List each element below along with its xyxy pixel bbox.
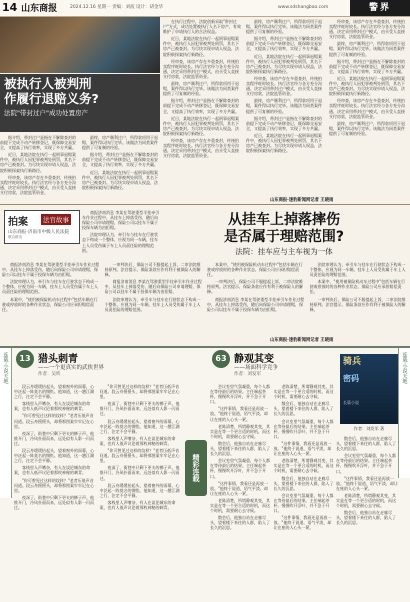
article1-byline: 山东商报·速豹新闻网记者 王晓雨: [270, 198, 334, 203]
column-brand-logo: [4, 210, 80, 244]
story2-subtitle: ——场面科学竞争: [234, 365, 279, 371]
story2-paragraph: 会议室里气氛凝重，每个人都在等待最后的结果。主任端起茶杯，慢慢吹开浮叶，并不急于开口。: [273, 492, 334, 514]
article1-paragraph: 据介绍，带封过户是指在不解除查封的前提下完成不动产转移登记，既保障交易安全，又提高了执行效率，实现了多方共赢。: [246, 36, 322, 52]
article1-subheadline: 法院"带封过户"成功处置房产: [4, 109, 88, 117]
article2-col-1: [2, 262, 101, 342]
story1-paragraph: 段云舟缓缓抬起头，望着窗外的雨幕，心中泛起一阵莫名的惆怅。他知道，这一趟江湖之行，注定不会平静。: [99, 482, 180, 498]
story1-paragraph: "你可曾见过这样的纹样？"老者压低声音问道。段云舟摇摇头，却将那图案牢牢记在心里。: [99, 448, 180, 464]
section-divider: [0, 204, 410, 205]
story2-paragraph: 散会后，他独自站在走廊尽头，望着楼下来往的人群，陷入了长久的沉思。: [210, 515, 270, 531]
article1-col-2: [246, 19, 325, 202]
article1-paragraph: 经审查，该房产存在多重查封，传统拍卖程序耗时较长。执行法官经与各方充分沟通，决定采用带封过户模式，由买受人直接支付房款，法院监管资金。: [246, 75, 322, 97]
article2-headline-line1: 从挂车上掉落摔伤: [228, 212, 340, 228]
article1-paragraph: 据介绍，带封过户是指在不解除查封的前提下完成不动产转移登记，既保障交易安全，又提高了执行效率，实现了多方共赢。: [82, 152, 158, 168]
story2-paragraph: 散会后，他独自站在走廊尽头，望着楼下来往的人群，陷入了长久的沉思。: [336, 436, 396, 452]
story2-col-2: [274, 384, 335, 598]
serial-right-label: 连载·小说天地: [398, 348, 410, 478]
story2-paragraph: 会议室里气氛凝重，每个人都在等待最后的结果。主任端起茶杯，慢慢吹开浮叶，并不急于开口。: [273, 418, 334, 439]
masthead-url: www.sdshangbao.com: [278, 5, 329, 10]
story1-title: 猎头刺青: [38, 354, 78, 365]
book-title-2: 密码: [343, 374, 359, 383]
article1-paragraph: 最终，房产顺利过户，所得款项用于退赔，案件得以执行完毕。该做法为同类案件提供了可复制的经验。: [163, 81, 239, 97]
story1-paragraph: 客栈里人声嘈杂，有人在谈论城东的命案，也有人低声议论着那枚神秘的刺青。: [99, 499, 176, 510]
article2-lead-column: [82, 210, 160, 260]
article2-paragraph: 本案中，"使用被保险机动车过程中"包括车辆在行驶或停放时的各种作业状态，保险公司应承担赔偿责任。: [309, 279, 406, 295]
serial-left-label: 连载·小说天地: [0, 348, 12, 498]
story1-columns: [14, 384, 182, 598]
article2-paragraph: 商报济南消息 李某在驾驶重型半挂牵引车作业过程中，从挂车上掉落受伤，随后向保险公司申请理赔，保险公司以挂车不属于投保车辆为由拒赔。: [82, 210, 160, 231]
article1-paragraph: 经审查，该房产存在多重查封，传统拍卖程序耗时较长。执行法官经与各方充分沟通，决定采用带封过户模式，由买受人直接支付房款，法院监管资金。: [329, 98, 405, 119]
article1-col-3: [329, 19, 408, 202]
masthead-meta: 2024.12.16 星期一 责编：刘波 设计：胡金华: [70, 5, 164, 10]
story2-paragraph: "这件事情，我看还是再放一放。"他终于说道，语气平淡，却让在座的人心头一紧。: [210, 480, 268, 496]
article2-subheadline: 法院：挂车应与主车视为一体: [235, 247, 333, 256]
story2-number: 63: [212, 350, 230, 368]
article2-paragraph: 法院审理认为，牵引车与挂车在行驶状态下构成一个整体，应视为同一车辆，挂车上人员受伤属于车上人员责任险的理赔范围。: [309, 262, 406, 278]
story1-paragraph: 夜深了，街巷中只剩下更夫的梆子声。他推开门，冷风扑面而来，远处似有人影一闪而过。: [99, 465, 180, 481]
article1-headline-line1: 被执行人被判刑: [4, 76, 92, 91]
article2-paragraph: 法院审理认为，牵引车与挂车在行驶状态下构成一个整体，应视为同一车辆，挂车上人员受伤属于车上人员责任险的理赔范围。: [82, 232, 158, 253]
story1-col-2: [100, 384, 183, 598]
story2-paragraph: 老陈清楚，所谓静观其变，其实是在等一个更合适的时机，而这个时机，需要耐心去守候。: [336, 492, 396, 509]
article1-paragraph: 最终，房产顺利过户，所得款项用于退赔，案件得以执行完毕。该做法为同类案件提供了可复制的经验。: [329, 120, 405, 136]
article1-photo: [0, 17, 160, 73]
serial-badge: 精彩连载: [185, 440, 207, 496]
story1-paragraph: 客栈里人声嘈杂，有人在谈论城东的命案，也有人低声议论着那枚神秘的刺青。: [99, 435, 176, 446]
article2-paragraph: 本案中，"使用被保险机动车过程中"包括车辆在行驶或停放时的各种作业状态，保险公司应承担赔偿责任。: [2, 296, 98, 312]
story2-columns: [210, 384, 334, 598]
story1-paragraph: 段云舟缓缓抬起头，望着窗外的雨幕，心中泛起一阵莫名的惆怅。他知道，这一趟江湖之行，注定不会平静。: [99, 418, 180, 434]
article1-lower-col-2: [82, 135, 160, 201]
story1-paragraph: 段云舟缓缓抬起头，望着窗外的雨幕，心中泛起一阵莫名的惆怅。他知道，这一趟江湖之行，注定不会平静。: [14, 448, 94, 464]
article2-paragraph: 商报济南消息 李某在驾驶重型半挂牵引车作业过程中，从挂车上掉落受伤，随后向保险公司申请理赔，保险公司以挂车不属于投保车辆为由拒赔。: [207, 296, 305, 312]
book-cover-note: 长篇小说: [343, 400, 359, 405]
story1-paragraph: 客栈里人声嘈杂，有人在谈论城东的命案，也有人低声议论着那枚神秘的刺青。: [14, 401, 90, 412]
article2-paragraph: 一审判决后，保险公司不服提起上诉，二审法院维持原判。法官提示，保险条款应作有利于被保险人的解释。: [309, 296, 406, 312]
story2-paragraph: 老陈清楚，所谓静观其变，其实是在等一个更合适的时机，而这个时机，需要耐心去守候。: [210, 497, 270, 514]
article2-paragraph: 法院审理认为，牵引车与挂车在行驶状态下构成一个整体，应视为同一车辆，挂车上人员受伤属于车上人员责任险的理赔范围。: [104, 296, 201, 312]
page-number: 14 山东商报: [2, 1, 58, 14]
article2-headline-line2: 是否属于理赔范围?: [223, 229, 345, 245]
article2-paragraph: 一审判决后，保险公司不服提起上诉，二审法院维持原判。法官提示，保险条款应作有利于被保险人的解释。: [104, 262, 201, 278]
article1-paragraph: 近日，某地法院在执行一起刑事退赔案件中，被执行人因犯罪被判处刑罚，其名下房产已被查封。为尽快实现申请人权益，法院积极探索执行新路径。: [329, 75, 405, 97]
story1-header: [16, 350, 181, 380]
story2-paragraph: "这件事情，我看还是再放一放。"他终于说道，语气平淡，却让在座的人心头一紧。: [336, 475, 398, 491]
article1-col-1: [163, 19, 242, 202]
story2-paragraph: 会议室里气氛凝重，每个人都在等待最后的结果。主任端起茶杯，慢慢吹开浮叶，并不急于开口。: [336, 453, 396, 474]
story2-paragraph: 会议室里气氛凝重，每个人都在等待最后的结果。主任端起茶杯，慢慢吹开浮叶，并不急于开口。: [210, 384, 270, 405]
story1-number: 13: [16, 350, 34, 368]
story2-paragraph: "这件事情，我看还是再放一放。"他终于说道，语气平淡，却让在座的人心头一紧。: [273, 440, 332, 457]
section-tag: 警界: [350, 0, 410, 16]
story1-paragraph: "你可曾见过这样的纹样？"老者压低声音问道。段云舟摇摇头，却将那图案牢牢记在心里。: [14, 477, 94, 493]
story1-paragraph: 夜深了，街巷中只剩下更夫的梆子声。他推开门，冷风扑面而来，远处似有人影一闪而过。: [99, 401, 180, 417]
story2-author: 作者：刘发军: [234, 372, 261, 377]
book-cover: [340, 354, 398, 424]
story1-paragraph: 夜深了，街巷中只剩下更夫的梆子声。他推开门，冷风扑面而来，远处似有人影一闪而过。: [14, 430, 94, 446]
article1-paragraph: 近日，某地法院在执行一起刑事退赔案件中，被执行人因犯罪被判处刑罚，其名下房产已被查封。为尽快实现申请人权益，法院积极探索执行新路径。: [246, 132, 322, 154]
article1-paragraph: 据介绍，带封过户是指在不解除查封的前提下完成不动产转移登记，既保障交易安全，又提高了执行效率，实现了多方共赢。: [163, 98, 239, 114]
story1-paragraph: "你可曾见过这样的纹样？"老者压低声音问道。段云舟摇摇头，却将那图案牢牢记在心里。: [14, 413, 94, 429]
story2-paragraph: 散会后，他独自站在走廊尽头，望着楼下来往的人群，陷入了长久的沉思。: [336, 510, 396, 526]
story2-paragraph: 老陈清楚，所谓静观其变，其实是在等一个更合适的时机，而这个时机，需要耐心去守候。: [273, 458, 334, 474]
article2-paragraph: 商报济南消息 李某在驾驶重型半挂牵引车作业过程中，从挂车上掉落受伤，随后向保险公司申请理赔，保险公司以挂车不属于投保车辆为由拒赔。: [2, 262, 100, 278]
article1-paragraph: 近日，某地法院在执行一起刑事退赔案件中，被执行人因犯罪被判处刑罚，其名下房产已被查封。为尽快实现申请人权益，法院积极探索执行新路径。: [82, 169, 158, 190]
story2-paragraph: 散会后，他独自站在走廊尽头，望着楼下来往的人群，陷入了长久的沉思。: [273, 401, 334, 417]
brand-note: 联合推出: [8, 235, 23, 239]
story2-col-3: [336, 436, 398, 596]
story1-author: 作者：吴昕: [38, 372, 61, 377]
story2-paragraph: 老陈清楚，所谓静观其变，其实是在等一个更合适的时机，而这个时机，需要耐心去守候。: [273, 384, 334, 400]
story1-paragraph: 夜深了，街巷中只剩下更夫的梆子声。他推开门，冷风扑面而来，远处似有人影一闪而过。: [14, 494, 94, 510]
article2-headline-block: [162, 212, 406, 258]
story2-paragraph: 散会后，他独自站在走廊尽头，望着楼下来往的人群，陷入了长久的沉思。: [273, 475, 334, 491]
story2-paragraph: 老陈清楚，所谓静观其变，其实是在等一个更合适的时机，而这个时机，需要耐心去守候。: [210, 423, 270, 439]
article1-headline-block: [0, 74, 160, 132]
story2-paragraph: 会议室里气氛凝重，每个人都在等待最后的结果。主任端起茶杯，慢慢吹开浮叶，并不急于开口。: [210, 458, 270, 479]
story1-col-1: [14, 384, 97, 598]
brand-badge: 法官故事: [43, 216, 69, 224]
masthead: [0, 0, 410, 17]
story2-right-column: [336, 436, 398, 596]
article1-paragraph: 经审查，该房产存在多重查封，传统拍卖程序耗时较长。执行法官经与各方充分沟通，决定采用带封过户模式，由买受人直接支付房款，法院监管资金。: [329, 19, 405, 40]
article1-paragraph: 据介绍，带封过户是指在不解除查封的前提下完成不动产转移登记，既保障交易安全，又提高了执行效率，实现了多方共赢。: [0, 135, 76, 151]
article1-paragraph: 近日，某地法院在执行一起刑事退赔案件中，被执行人因犯罪被判处刑罚，其名下房产已被查封。为尽快实现申请人权益，法院积极探索执行新路径。: [163, 36, 239, 57]
article1-paragraph: 近日，某地法院在执行一起刑事退赔案件中，被执行人因犯罪被判处刑罚，其名下房产已被查封。为尽快实现申请人权益，法院积极探索执行新路径。: [0, 152, 76, 173]
article2-paragraph: 本案中，"使用被保险机动车过程中"包括车辆在行驶或停放时的各种作业状态，保险公司应承担赔偿责任。: [207, 262, 303, 278]
article2-lead-text: [82, 210, 160, 260]
article1-paragraph: 近日，某地法院在执行一起刑事退赔案件中，被执行人因犯罪被判处刑罚，其名下房产已被查封。为尽快实现申请人权益，法院积极探索执行新路径。: [163, 115, 239, 136]
book-title-1: 骑兵: [343, 357, 362, 367]
story2-paragraph: 散会后，他独自站在走廊尽头，望着楼下来往的人群，陷入了长久的沉思。: [210, 440, 270, 457]
story2-title: 静观其变: [234, 354, 274, 365]
article1-paragraph: 据介绍，带封过户是指在不解除查封的前提下完成不动产转移登记，既保障交易安全，又提高了执行效率，实现了多方共赢。: [246, 115, 322, 131]
article1-paragraph: 近日，某地法院在执行一起刑事退赔案件中，被执行人因犯罪被判处刑罚，其名下房产已被查封。为尽快实现申请人权益，法院积极探索执行新路径。: [246, 53, 322, 74]
article2-byline: 山东商报·速豹新闻网记者 王晓雨: [270, 338, 334, 343]
story2-paragraph: "这件事情，我看还是再放一放。"他终于说道，语气平淡，却让在座的人心头一紧。: [273, 515, 332, 531]
story1-paragraph: 客栈里人声嘈杂，有人在谈论城东的命案，也有人低声议论着那枚神秘的刺青。: [14, 465, 90, 476]
article1-paragraph: 经审查，该房产存在多重查封，传统拍卖程序耗时较长。执行法官经与各方充分沟通，决定采用带封过户模式，由买受人直接支付房款，法院监管资金。: [0, 174, 76, 195]
article1-paragraph: 最终，房产顺利过户，所得款项用于退赔，案件得以执行完毕。该做法为同类案件提供了可复制的经验。: [246, 19, 322, 35]
article2-paragraph: 法院审理认为，牵引车与挂车在行驶状态下构成一个整体，应视为同一车辆，挂车上人员受伤属于车上人员责任险的理赔范围。: [2, 279, 98, 295]
article1-headline-line2: 作履行退赔义务?: [4, 91, 99, 106]
article1-paragraph: 据介绍，带封过户是指在不解除查封的前提下完成不动产转移登记，既保障交易安全，又提高了执行效率，实现了多方共赢。: [329, 58, 405, 74]
book-caption: 作者：刘发军 著: [353, 426, 385, 431]
article1-lower-columns: [0, 135, 160, 201]
article1-columns: [163, 19, 408, 202]
article1-intro: 在执行过程中，法院创新采取"带封过户"方式，成功处置被执行人名下房产，有效维护了申请执行人的合法权益。: [163, 19, 241, 35]
story2-header: [212, 350, 332, 380]
article2-paragraph: 商报济南消息 李某在驾驶重型半挂牵引车作业过程中，从挂车上掉落受伤，随后向保险公司申请理赔，保险公司以挂车不属于投保车辆为由拒赔。: [104, 279, 202, 295]
article1-paragraph: 经审查，该房产存在多重查封，传统拍卖程序耗时较长。执行法官经与各方充分沟通，决定采用带封过户模式，由买受人直接支付房款，法院监管资金。: [163, 137, 239, 159]
article2-paragraph: 一审判决后，保险公司不服提起上诉，二审法院维持原判。法官提示，保险条款应作有利于被保险人的解释。: [207, 279, 303, 295]
story1-paragraph: 段云舟缓缓抬起头，望着窗外的雨幕，心中泛起一阵莫名的惆怅。他知道，这一趟江湖之行，注定不会平静。: [14, 384, 94, 400]
article1-paragraph: 经审查，该房产存在多重查封，传统拍卖程序耗时较长。执行法官经与各方充分沟通，决定采用带封过户模式，由买受人直接支付房款，法院监管资金。: [163, 58, 239, 79]
brand-org: 山东商报·济南市中级人民法院: [8, 230, 70, 235]
article2-columns: [0, 262, 410, 342]
article1-paragraph: 最终，房产顺利过户，所得款项用于退赔，案件得以执行完毕。该做法为同类案件提供了可复制的经验。: [82, 135, 158, 151]
brand-title: 拍案: [8, 217, 28, 228]
article2-col-4: [310, 262, 409, 342]
article2-col-3: [207, 262, 306, 342]
story1-subtitle: ——一个更真实的武侠世界: [38, 365, 105, 371]
story2-col-1: [210, 384, 271, 598]
article2-col-2: [105, 262, 204, 342]
article1-lower-col-1: [0, 135, 78, 201]
story1-paragraph: "你可曾见过这样的纹样？"老者压低声音问道。段云舟摇摇头，却将那图案牢牢记在心里。: [99, 384, 180, 400]
article1-paragraph: 最终，房产顺利过户，所得款项用于退赔，案件得以执行完毕。该做法为同类案件提供了可复制的经验。: [246, 98, 322, 114]
story2-paragraph: "这件事情，我看还是再放一放。"他终于说道，语气平淡，却让在座的人心头一紧。: [210, 406, 268, 422]
article1-paragraph: 最终，房产顺利过户，所得款项用于退赔，案件得以执行完毕。该做法为同类案件提供了可复制的经验。: [329, 41, 405, 57]
